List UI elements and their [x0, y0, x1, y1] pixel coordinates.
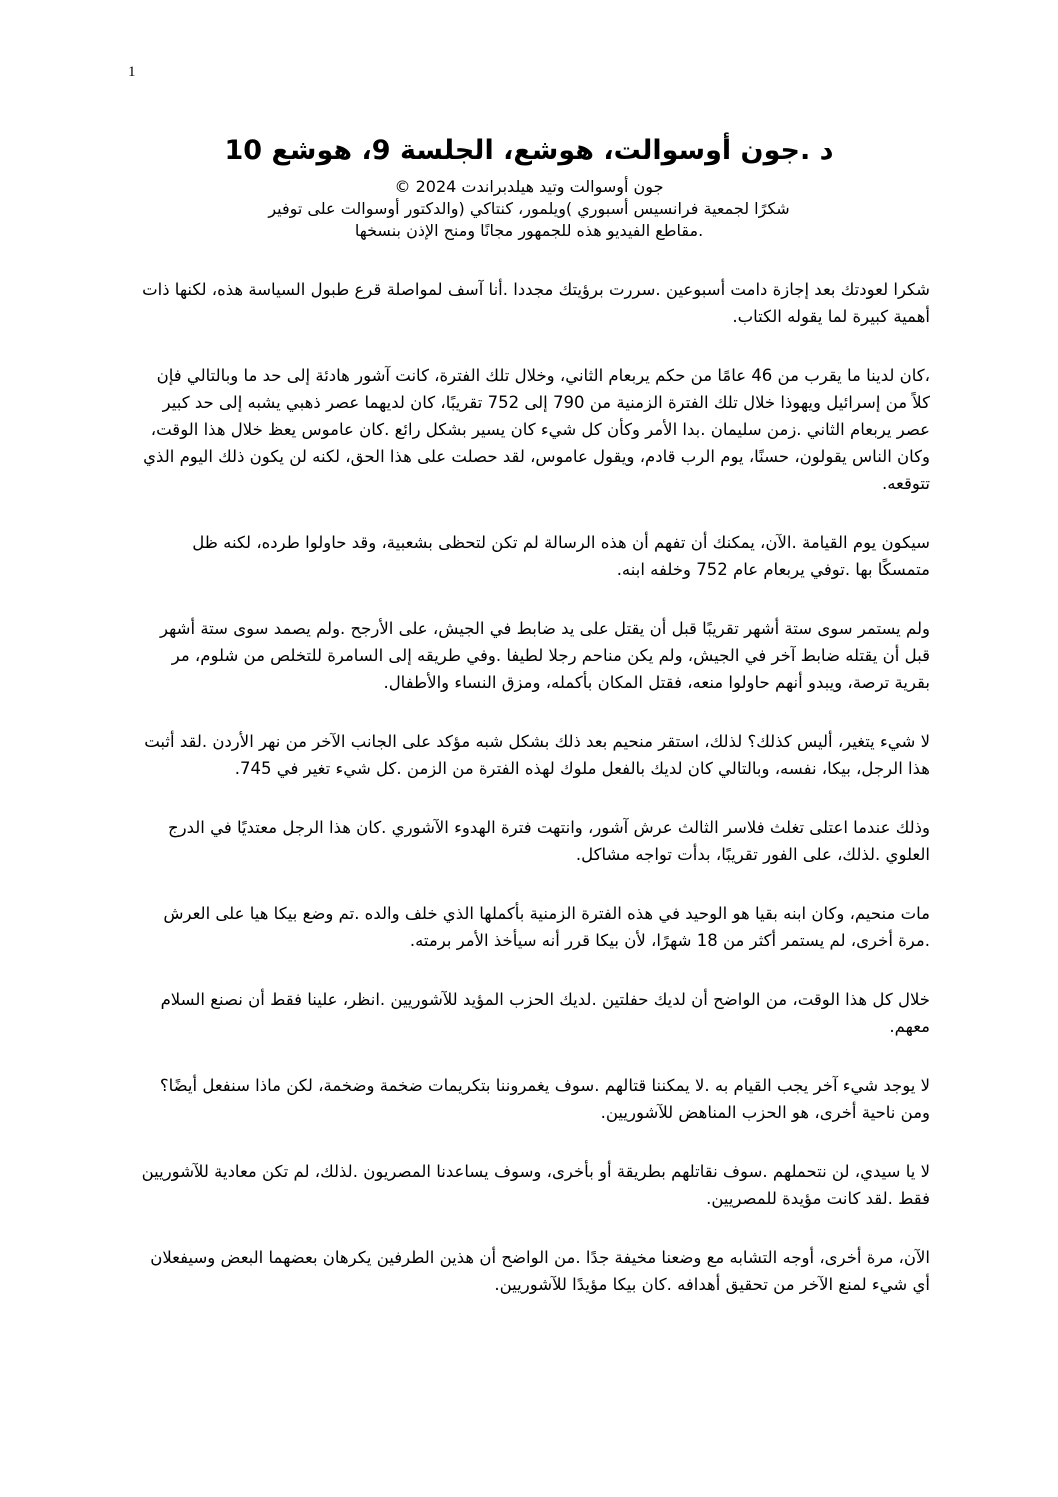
- paragraph: ،كان لدينا ما يقرب من 46 عامًا من حكم يربعام الثاني، وخلال تلك الفترة، كانت آشور هادئة إلى حد ما وبالتالي فإن كلاً من إسرائيل ويهوذا خلال تلك الفترة الزمنية من 790 إلى 752 تقريبًا، كان لديهما عصر ذهبي يشبه إلى حد كبير عصر يربعام الثاني .زمن سليمان .بدا الأمر وكأن كل شيء كان يسير بشكل رائع .كان عاموس يعظ خلال هذا الوقت، وكان الناس يقولون، حسنًا، يوم الرب قادم، ويقول عاموس، لقد حصلت على هذا الحق، لكنه لن يكون ذلك اليوم الذي تتوقعه.: [143, 366, 930, 493]
- paragraph: لا شيء يتغير، أليس كذلك؟ لذلك، استقر منحيم بعد ذلك بشكل شبه مؤكد على الجانب الآخر من نهر الأردن .لقد أثبت هذا الرجل، بيكا، نفسه، وبالتالي كان لديك بالفعل ملوك لهذه الفترة من الزمن .كل شيء تغير في 745.: [144, 732, 930, 778]
- paragraph: لا يا سيدي، لن نتحملهم .سوف نقاتلهم بطريقة أو بأخرى، وسوف يساعدنا المصريون .لذلك، لم تكن معادية للآشوريين فقط .لقد كانت مؤيدة للمصريين.: [141, 1162, 930, 1208]
- paragraph: شكرا لعودتك بعد إجازة دامت أسبوعين .سررت برؤيتك مجددا .أنا آسف لمواصلة قرع طبول السياسة هذه، لكنها ذات أهمية كبيرة لما يقوله الكتاب.: [142, 280, 930, 326]
- acknowledgement-line-2: .مقاطع الفيديو هذه للجمهور مجانًا ومنح الإذن بنسخها: [354, 221, 704, 240]
- paragraph: سيكون يوم القيامة .الآن، يمكنك أن تفهم أن هذه الرسالة لم تكن لتحظى بشعبية، وقد حاولوا طرده، لكنه ظل متمسكًا بها .توفي يربعام عام 752 وخلفه ابنه.: [192, 533, 930, 579]
- paragraph: لا يوجد شيء آخر يجب القيام به .لا يمكننا قتالهم .سوف يغمروننا بتكريمات ضخمة وضخمة، لكن ماذا سنفعل أيضًا؟ ومن ناحية أخرى، هو الحزب المناهض للآشوريين.: [159, 1076, 930, 1122]
- copyright-line: جون أوسوالت وتيد هيلدبراندت 2024 ©: [394, 177, 664, 196]
- paragraph: الآن، مرة أخرى، أوجه التشابه مع وضعنا مخيفة جدًا .من الواضح أن هذين الطرفين يكرهان بعضهما البعض وسيفعلان أي شيء لمنع الآخر من تحقيق أهدافه .كان بيكا مؤيدًا للآشوريين.: [150, 1248, 930, 1294]
- paragraph: وذلك عندما اعتلى تغلث فلاسر الثالث عرش آشور، وانتهت فترة الهدوء الآشوري .كان هذا الرجل معتديًا في الدرج العلوي .لذلك، على الفور تقريبًا، بدأت تواجه مشاكل.: [168, 818, 930, 864]
- document-title: د .جون أوسوالت، هوشع، الجلسة 9، هوشع 10: [224, 135, 834, 166]
- document-header: [140, 126, 918, 242]
- acknowledgement-line-1: شكرًا لجمعية فرانسيس أسبوري )ويلمور، كنتاكي (والدكتور أوسوالت على توفير: [268, 199, 790, 218]
- transcript-body: [138, 276, 930, 1330]
- paragraph: ولم يستمر سوى ستة أشهر تقريبًا قبل أن يقتل على يد ضابط في الجيش، على الأرجح .ولم يصمد سوى ستة أشهر قبل أن يقتله ضابط آخر في الجيش، ولم يكن مناحم رجلا لطيفا .وفي طريقه إلى السامرة للتخلص من شلوم، مر بقرية ترصة، ويبدو أنهم حاولوا منعه، فقتل المكان بأكمله، ومزق النساء والأطفال.: [159, 619, 930, 692]
- paragraph: خلال كل هذا الوقت، من الواضح أن لديك حفلتين .لديك الحزب المؤيد للآشوريين .انظر، علينا فقط أن نصنع السلام معهم.: [160, 990, 930, 1036]
- page-number: 1: [128, 64, 136, 80]
- paragraph: مات منحيم، وكان ابنه بقيا هو الوحيد في هذه الفترة الزمنية بأكملها الذي خلف والده .تم وضع بيكا هيا على العرش .مرة أخرى، لم يستمر أكثر من 18 شهرًا، لأن بيكا قرر أنه سيأخذ الأمر برمته.: [163, 904, 930, 950]
